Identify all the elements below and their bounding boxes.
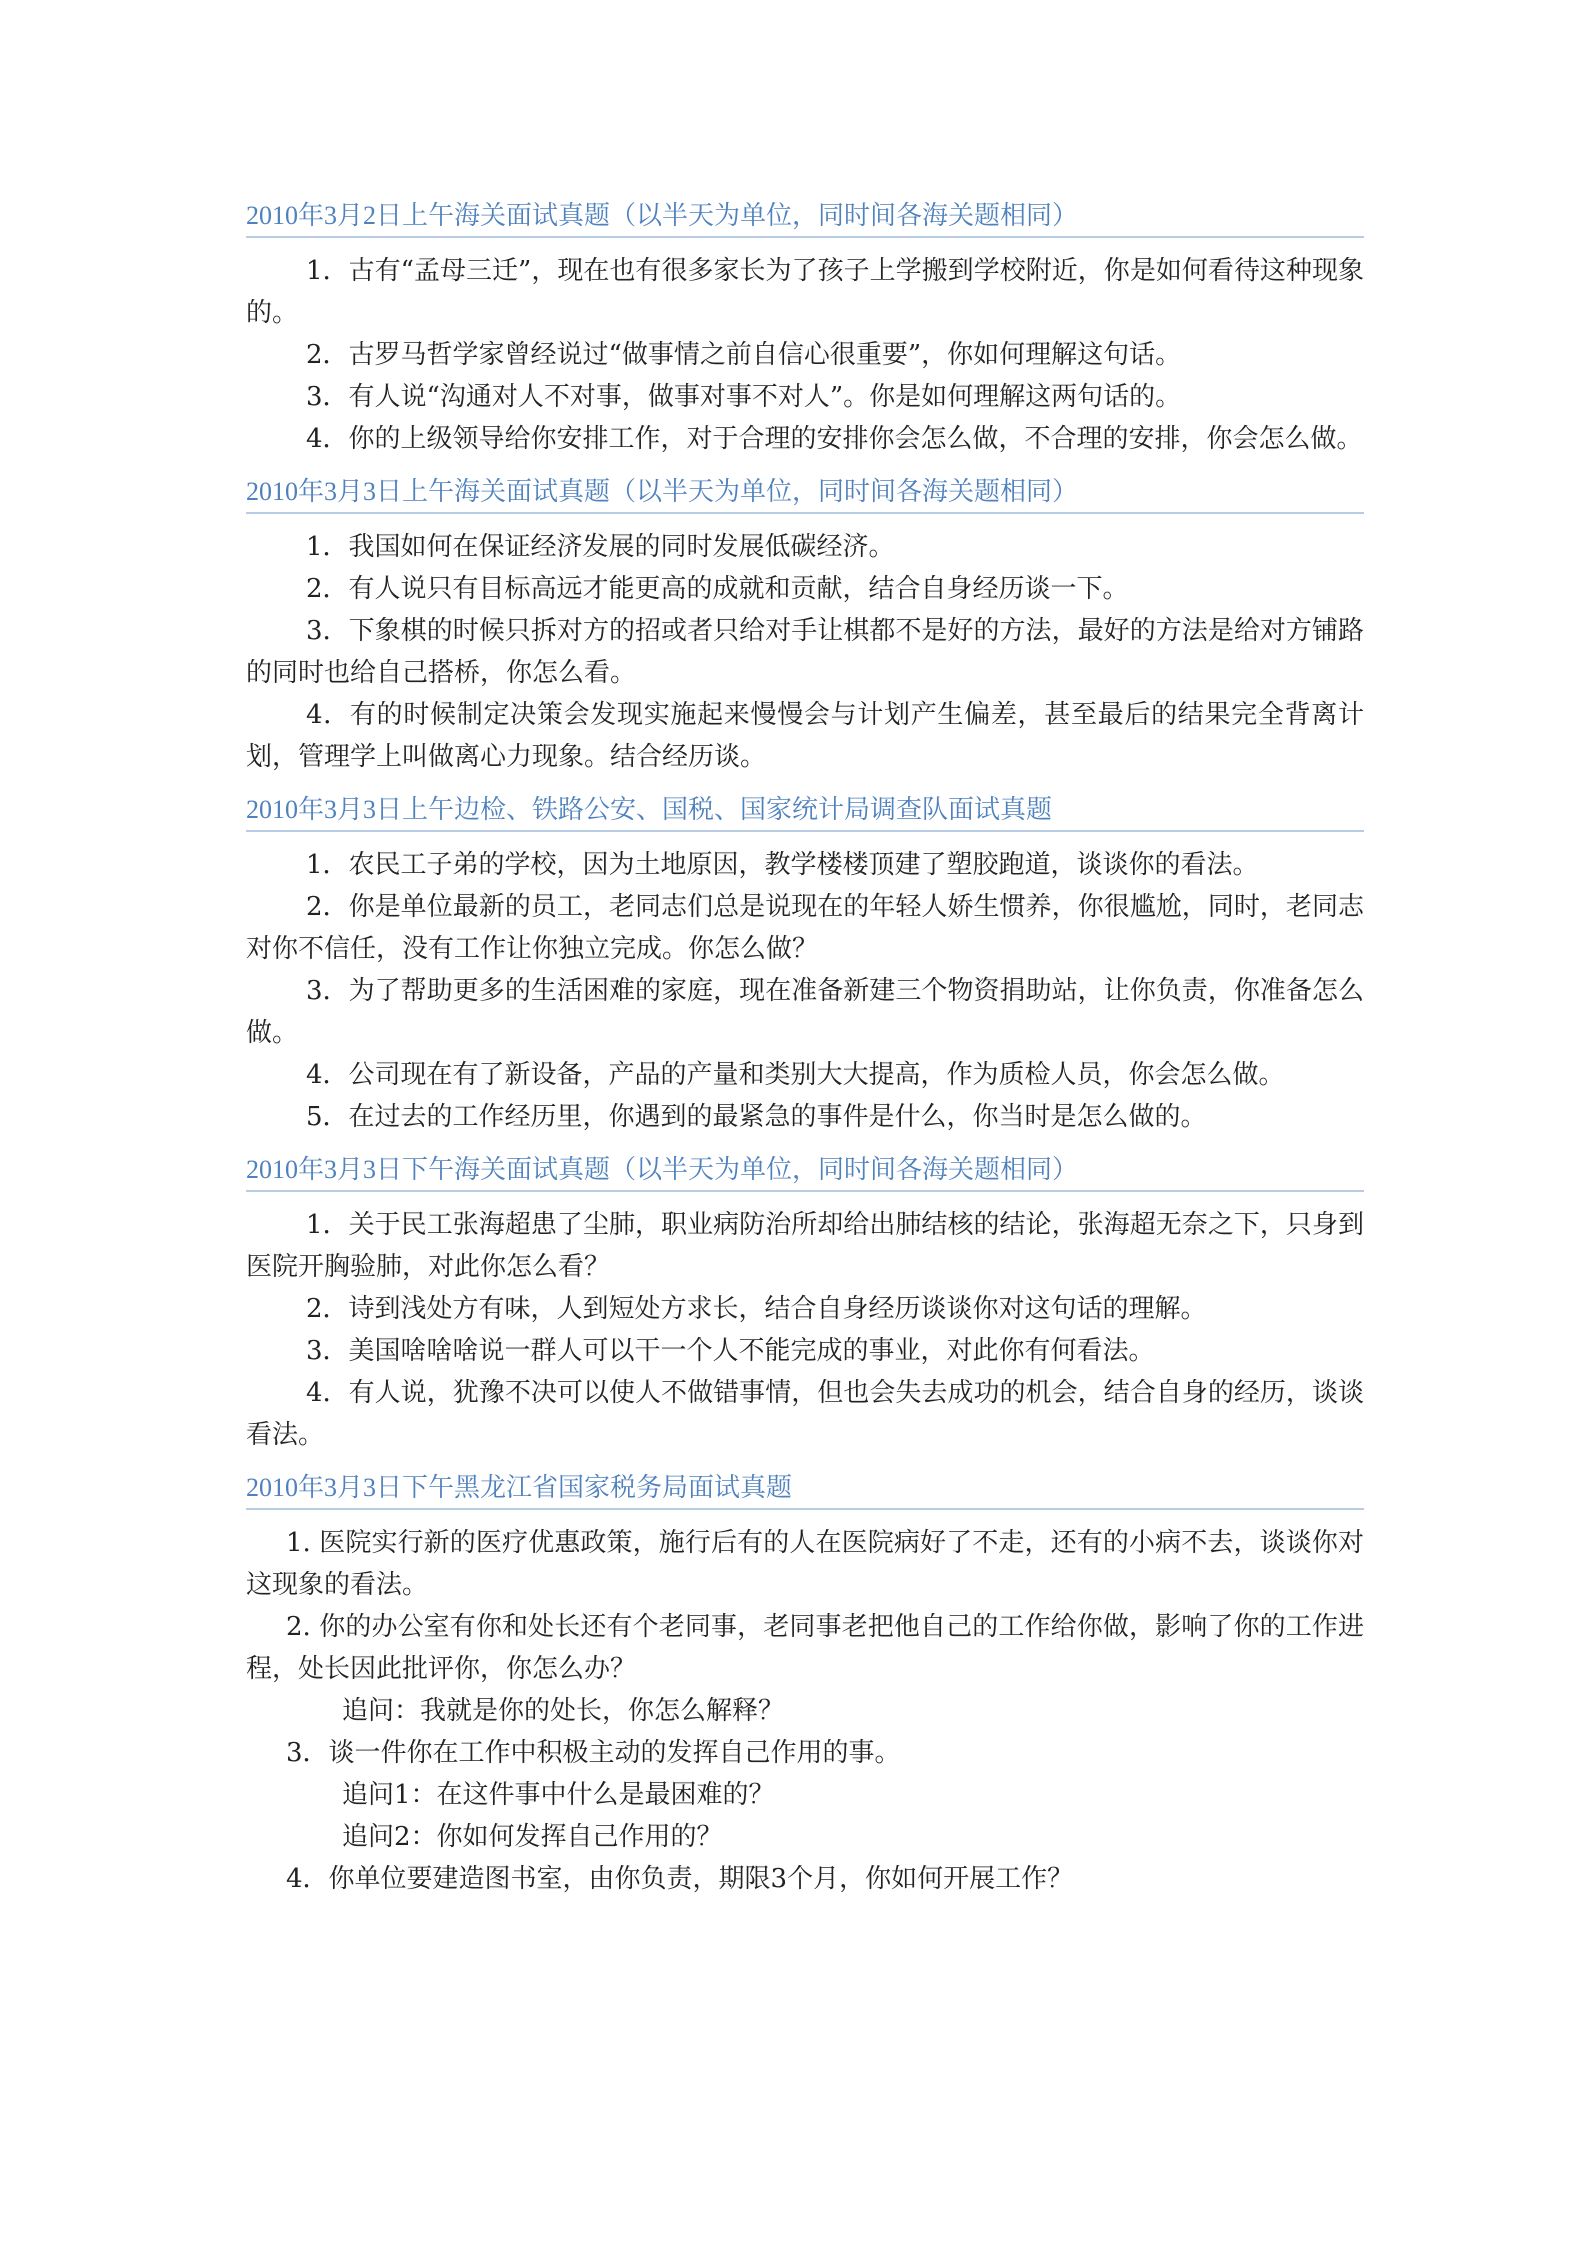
section-3 [246, 790, 1364, 1138]
question-item: 3．有人说“沟通对人不对事，做事对事不对人”。你是如何理解这两句话的。 [306, 382, 1182, 412]
question-item: 1. 医院实行新的医疗优惠政策，施行后有的人在医院病好了不走，还有的小病不去，谈谈你对这现象的看法。 [246, 1528, 1364, 1600]
question-item: 2．诗到浅处方有味，人到短处方求长，结合自身经历谈谈你对这句话的理解。 [306, 1294, 1207, 1324]
question-item: 4．你的上级领导给你安排工作，对于合理的安排你会怎么做，不合理的安排，你会怎么做。 [306, 424, 1363, 454]
section-2 [246, 472, 1364, 778]
question-item: 1．我国如何在保证经济发展的同时发展低碳经济。 [306, 532, 895, 562]
section-heading: 2010年3月3日下午黑龙江省国家税务局面试真题 [246, 1468, 1364, 1510]
question-item: 2. 你的办公室有你和处长还有个老同事，老同事老把他自己的工作给你做，影响了你的工作进程，处长因此批评你，你怎么办？ [246, 1612, 1364, 1684]
section-4 [246, 1150, 1364, 1456]
question-item: 3．谈一件你在工作中积极主动的发挥自己作用的事。 [286, 1738, 901, 1768]
question-item: 2．古罗马哲学家曾经说过“做事情之前自信心很重要”，你如何理解这句话。 [306, 340, 1182, 370]
question-item: 4．有的时候制定决策会发现实施起来慢慢会与计划产生偏差，甚至最后的结果完全背离计划，管理学上叫做离心力现象。结合经历谈。 [246, 700, 1364, 772]
follow-up-question: 追问2：你如何发挥自己作用的？ [342, 1822, 723, 1852]
section-heading: 2010年3月3日上午边检、铁路公安、国税、国家统计局调查队面试真题 [246, 790, 1364, 832]
question-item: 4．你单位要建造图书室，由你负责，期限3个月，你如何开展工作？ [286, 1864, 1074, 1894]
question-item: 1．农民工子弟的学校，因为土地原因，教学楼楼顶建了塑胶跑道，谈谈你的看法。 [306, 850, 1259, 880]
follow-up-question: 追问：我就是你的处长，你怎么解释？ [342, 1696, 785, 1726]
question-item: 1．关于民工张海超患了尘肺，职业病防治所却给出肺结核的结论，张海超无奈之下，只身到医院开胸验肺，对此你怎么看？ [246, 1210, 1364, 1282]
document-page [246, 196, 1364, 1900]
question-item: 2．有人说只有目标高远才能更高的成就和贡献，结合自身经历谈一下。 [306, 574, 1129, 604]
question-item: 1．古有“孟母三迁”，现在也有很多家长为了孩子上学搬到学校附近，你是如何看待这种现象的。 [246, 256, 1364, 328]
question-item: 2．你是单位最新的员工，老同志们总是说现在的年轻人娇生惯养，你很尴尬，同时，老同志对你不信任，没有工作让你独立完成。你怎么做？ [246, 892, 1364, 964]
section-heading: 2010年3月2日上午海关面试真题（以半天为单位，同时间各海关题相同） [246, 196, 1364, 238]
question-item: 3．美国啥啥啥说一群人可以干一个人不能完成的事业，对此你有何看法。 [306, 1336, 1155, 1366]
question-item: 5．在过去的工作经历里，你遇到的最紧急的事件是什么，你当时是怎么做的。 [306, 1102, 1207, 1132]
question-item: 4．公司现在有了新设备，产品的产量和类别大大提高，作为质检人员，你会怎么做。 [306, 1060, 1285, 1090]
question-item: 3．下象棋的时候只拆对方的招或者只给对手让棋都不是好的方法，最好的方法是给对方铺路的同时也给自己搭桥，你怎么看。 [246, 616, 1364, 688]
section-heading: 2010年3月3日下午海关面试真题（以半天为单位，同时间各海关题相同） [246, 1150, 1364, 1192]
section-1 [246, 196, 1364, 460]
follow-up-question: 追问1：在这件事中什么是最困难的？ [342, 1780, 775, 1810]
section-heading: 2010年3月3日上午海关面试真题（以半天为单位，同时间各海关题相同） [246, 472, 1364, 514]
question-item: 3．为了帮助更多的生活困难的家庭，现在准备新建三个物资捐助站，让你负责，你准备怎么做。 [246, 976, 1364, 1048]
section-5 [246, 1468, 1364, 1900]
question-item: 4．有人说，犹豫不决可以使人不做错事情，但也会失去成功的机会，结合自身的经历，谈谈看法。 [246, 1378, 1364, 1450]
